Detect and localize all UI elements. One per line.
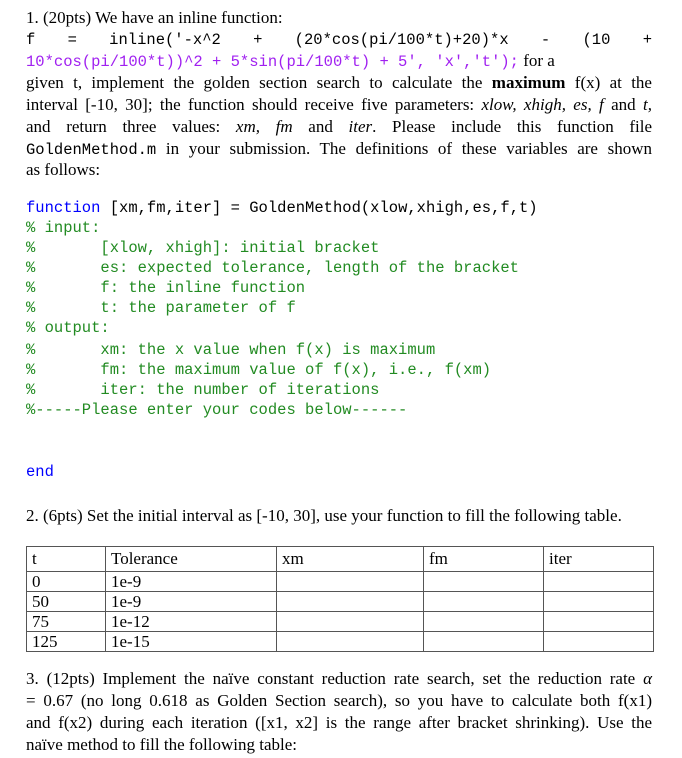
q1-text: given t, implement the golden section search to calculate the [26, 73, 492, 92]
q1-param-t: t, [643, 95, 652, 114]
table-cell [544, 572, 654, 592]
table-header-cell: Tolerance [106, 547, 277, 572]
q3-line4: naïve method to fill the following table: [26, 735, 297, 754]
q1-line2-rest: for a [518, 51, 555, 70]
code-comment: % [xlow, xhigh]: initial bracket [26, 239, 380, 257]
code-keyword-end: end [26, 463, 54, 481]
code-signature: [xm,fm,iter] = GoldenMethod(xlow,xhigh,es,f,t) [100, 199, 538, 217]
q1-params: xlow, xhigh, es, f [481, 95, 604, 114]
table-cell [424, 572, 544, 592]
q3-line1 [26, 668, 652, 689]
q1-text: interval [-10, 30]; the function should receive five parameters: [26, 95, 482, 114]
table-cell [424, 592, 544, 612]
q1-text: . Please include this function file [372, 117, 653, 136]
table-header-cell: xm [277, 547, 424, 572]
q1-returns: xm, fm [235, 117, 293, 136]
q1-text: and return three values: [26, 117, 236, 136]
q1-filename: GoldenMethod.m [26, 141, 157, 159]
q1-line7: as follows: [26, 160, 101, 179]
q1-iter: iter [348, 117, 373, 136]
table-header-row [27, 547, 654, 572]
q1-code-line2: 10*cos(pi/100*t))^2 + 5*sin(pi/100*t) + 5', 'x','t'); [26, 53, 519, 71]
table-cell: 50 [27, 592, 106, 612]
code-comment: % t: the parameter of f [26, 299, 296, 317]
q1-heading: 1. (20pts) We have an inline function: [26, 8, 283, 27]
table-cell [277, 592, 424, 612]
q1-maximum: maximum [491, 73, 566, 92]
code-comment: % iter: the number of iterations [26, 381, 380, 399]
code-comment: % input: [26, 219, 101, 237]
q3-line2: = 0.67 (no long 0.618 as Golden Section search), so you have to calculate both f(x1) [26, 691, 652, 710]
q3-line3: and f(x2) during each iteration ([x1, x2] is the range after bracket shrinking). Use the [26, 713, 652, 732]
table-cell [544, 632, 654, 652]
table-cell [544, 592, 654, 612]
q1-code-line1: f = inline('-x^2 + (20*cos(pi/100*t)+20)*x - (10 + [26, 31, 652, 49]
table-cell: 1e-15 [106, 632, 277, 652]
table-cell: 1e-9 [106, 592, 277, 612]
table-row [27, 572, 654, 592]
table-row [27, 592, 654, 612]
table-cell [424, 612, 544, 632]
code-comment: % es: expected tolerance, length of the bracket [26, 259, 519, 277]
table-cell: 1e-9 [106, 572, 277, 592]
table-cell: 125 [27, 632, 106, 652]
code-comment: % f: the inline function [26, 279, 306, 297]
table-cell [424, 632, 544, 652]
code-comment: % xm: the x value when f(x) is maximum [26, 341, 436, 359]
table-cell: 0 [27, 572, 106, 592]
q1-text: and [292, 117, 349, 136]
q1-text: and [603, 95, 644, 114]
q1-text: f(x) at the [565, 73, 652, 92]
q3-alpha: α [643, 669, 652, 688]
code-comment: %-----Please enter your codes below------ [26, 401, 408, 419]
table-header-cell: iter [544, 547, 654, 572]
code-keyword-function: function [26, 199, 101, 217]
q1-line3 [26, 72, 652, 93]
q2-text: 2. (6pts) Set the initial interval as [-10, 30], use your function to fill the following table. [26, 506, 622, 525]
table-cell [277, 572, 424, 592]
code-comment: % output: [26, 319, 110, 337]
table-row [27, 632, 654, 652]
table-cell [277, 632, 424, 652]
table-cell [544, 612, 654, 632]
results-table [26, 546, 654, 652]
q3-text: 3. (12pts) Implement the naïve constant reduction rate search, set the reduction rate [26, 669, 644, 688]
table-cell: 1e-12 [106, 612, 277, 632]
table-cell: 75 [27, 612, 106, 632]
code-function-line [26, 198, 538, 218]
q1-line5 [26, 116, 652, 137]
q1-line4 [26, 94, 652, 115]
q1-line6 [26, 138, 652, 161]
code-comment: % fm: the maximum value of f(x), i.e., f(xm) [26, 361, 492, 379]
table-header-cell: fm [424, 547, 544, 572]
table-cell [277, 612, 424, 632]
q1-text: in your submission. The definitions of these variables are shown [156, 139, 652, 158]
q1-line2 [26, 51, 555, 72]
table-header-cell: t [27, 547, 106, 572]
table-row [27, 612, 654, 632]
